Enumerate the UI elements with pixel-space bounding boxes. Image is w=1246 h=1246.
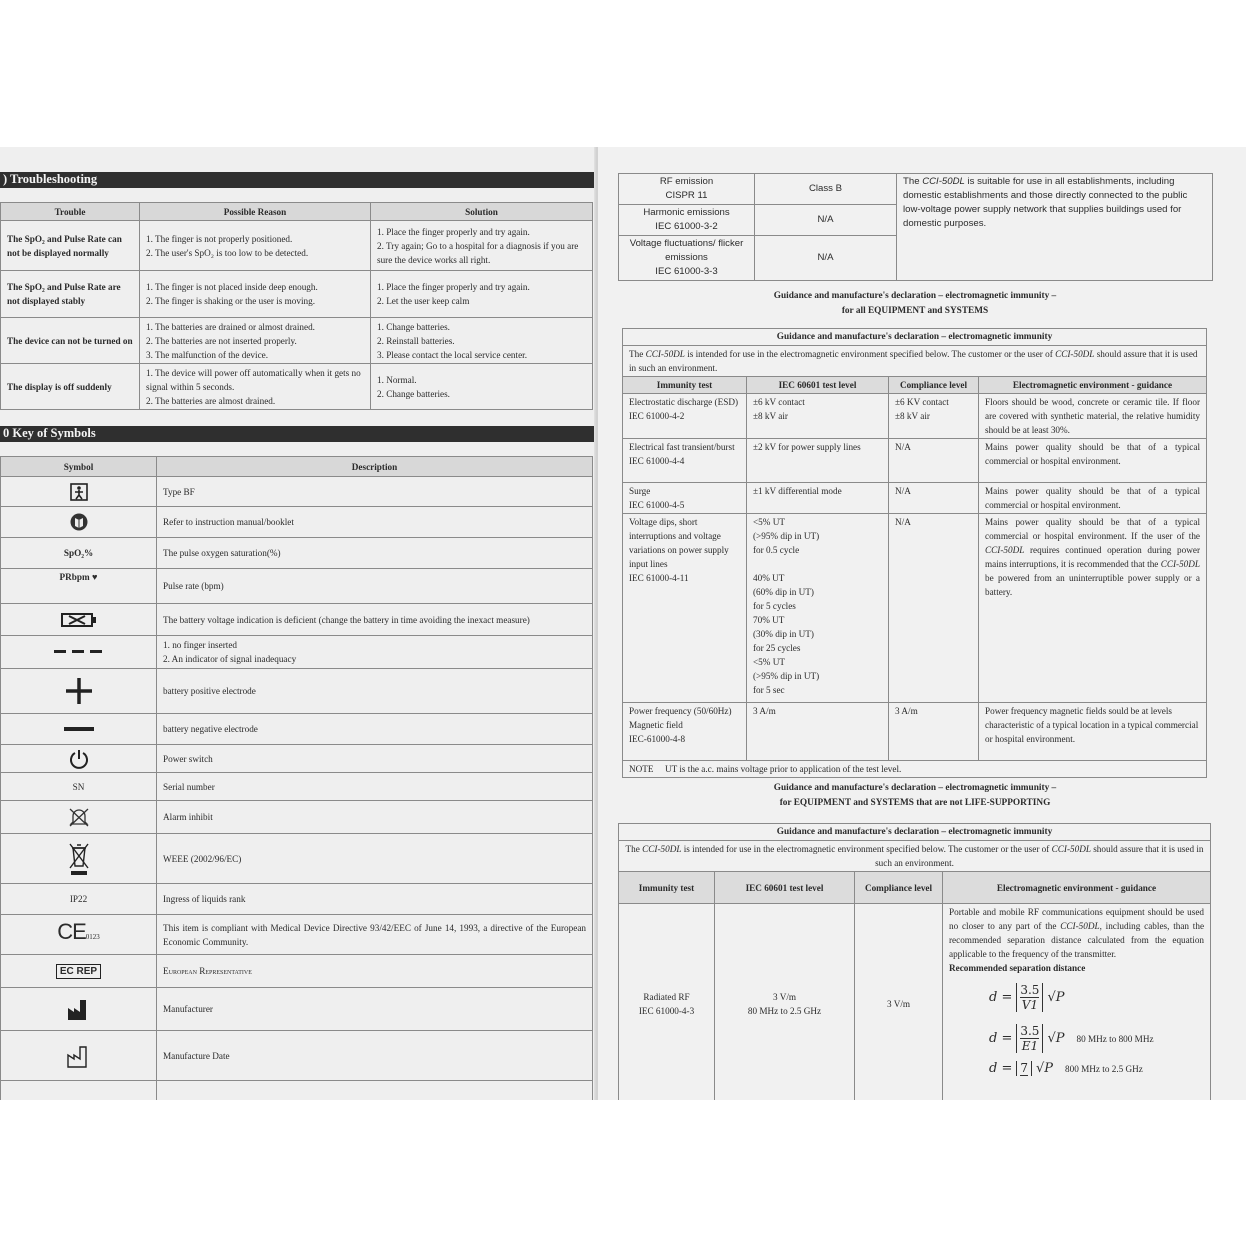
immunity2-intro (619, 841, 1211, 872)
symbol-desc: This item is compliant with Medical Device Directive 93/42/EEC of June 14, 1993, a directive of the European Economic Community. (157, 915, 593, 955)
formula-numerator: 3.5 (1020, 1024, 1040, 1038)
manufacture-date-icon (66, 1043, 92, 1069)
symbol-desc: 1. no finger inserted 2. An indicator of signal inadequacy (157, 636, 593, 669)
table-row (1, 636, 593, 669)
formula-1: d = $\frac{3.5}{V1}$ √P (989, 983, 1065, 1012)
solution-cell: 1. Place the finger properly and try again. 2. Try again; Go to a hospital for a diagnosis if you are sure the device works all right. (371, 221, 593, 271)
symbol-cell (1, 636, 157, 669)
dashes-icon (54, 648, 104, 656)
intro-text: is intended for use in the electromagnetic environment specified below. The customer or the user of (684, 349, 1056, 359)
document-sheet (0, 147, 1246, 1100)
formula-3: d = 7 √P 800 MHz to 2.5 GHz (989, 1060, 1143, 1076)
compliance-cell: 3 A/m (889, 703, 979, 761)
symbol-desc: Refer to instruction manual/booklet (157, 507, 593, 538)
table-row (1, 221, 593, 271)
notified-body-number: 0123 (85, 933, 100, 941)
compliance-cell: 3 V/m (855, 904, 943, 1101)
reason-cell: 1. The batteries are drained or almost drained. 2. The batteries are not inserted properly. 3. The malfunction of the device. (140, 318, 371, 364)
header-possible-reason: Possible Reason (140, 203, 371, 221)
reason-cell: 1. The finger is not placed inside deep enough. 2. The finger is shaking or the user is moving. (140, 271, 371, 318)
table-row (1, 988, 593, 1031)
rf-compliance-cell: Class B (755, 174, 897, 205)
symbol-desc: The battery voltage indication is deficient (change the battery in time avoiding the inexact measure) (157, 604, 593, 636)
table-row (619, 174, 1213, 205)
header-compliance-level: Compliance level (855, 872, 943, 904)
trouble-cell: The SpO₂ and Pulse Rate can not be displayed normally (1, 221, 140, 271)
immunity-intro (623, 346, 1207, 377)
rf-compliance-cell: N/A (755, 205, 897, 236)
immunity-test-cell: Electrical fast transient/burst IEC 61000-4-4 (623, 439, 747, 483)
test-level-cell: 3 V/m 80 MHz to 2.5 GHz (715, 904, 855, 1101)
ce-mark-text: CE (57, 919, 86, 944)
table-row (1, 745, 593, 773)
symbol-desc: WEEE (2002/96/EC) (157, 834, 593, 884)
table-row (1, 714, 593, 745)
header-trouble: Trouble (1, 203, 140, 221)
intro-text: is intended for use in the electromagnetic environment specified below. The customer or the user of (681, 844, 1052, 854)
header-test-level: IEC 60601 test level (715, 872, 855, 904)
symbol-desc: Manufacturer (157, 988, 593, 1031)
model-name: CCI-50DL (1060, 921, 1100, 931)
minus-icon (64, 725, 94, 733)
header-description: Description (157, 457, 593, 477)
symbol-desc: European Representative (157, 955, 593, 988)
formula-numerator: 7 (1020, 1061, 1028, 1075)
symbol-desc: Ingress of liquids rank (157, 884, 593, 915)
heart-icon: ♥ (91, 572, 98, 582)
rf-test-cell: Harmonic emissions IEC 61000-3-2 (619, 205, 755, 236)
troubleshooting-title: ) Troubleshooting (3, 172, 98, 186)
table-row (1, 884, 593, 915)
symbol-cell (1, 569, 157, 604)
formula-numerator: 3.5 (1020, 983, 1040, 997)
ip22-symbol: IP22 (1, 884, 157, 915)
rf-test-cell: RF emission CISPR 11 (619, 174, 755, 205)
symbol-cell (1, 604, 157, 636)
immunity-table (622, 328, 1207, 778)
guidance-text: requires continued operation during power mains interruptions, it is recommended that the (985, 545, 1201, 569)
intro-text: The (629, 349, 646, 359)
model-name: CCI-50DL (1051, 844, 1091, 854)
symbol-cell (1, 714, 157, 745)
table-row (1, 669, 593, 714)
header-immunity-test: Immunity test (623, 377, 747, 394)
prbpm-symbol: PRbpm (59, 572, 90, 582)
table-row (1, 1031, 593, 1081)
test-level-cell: 3 A/m (747, 703, 889, 761)
right-page (598, 147, 1246, 1100)
trouble-cell: The SpO₂ and Pulse Rate are not displayed stably (1, 271, 140, 318)
low-battery-icon (61, 612, 97, 628)
symbols-heading (0, 426, 594, 442)
rf-desc-post: is suitable for use in all establishments, including domestic establishments and those directly connected to the public low-voltage power supply network that supplies buildings used for domestic purposes. (903, 176, 1188, 229)
symbol-cell (1, 669, 157, 714)
table-row (1, 773, 593, 801)
reason-cell: 1. The finger is not properly positioned. 2. The user's SpO₂ is too low to be detected. (140, 221, 371, 271)
solution-cell: 1. Normal. 2. Change batteries. (371, 364, 593, 410)
model-name: CCI-50DL (922, 176, 965, 187)
rf-emission-table (618, 173, 1213, 281)
immunity-test-cell: Surge IEC 61000-4-5 (623, 483, 747, 514)
table-row (1, 364, 593, 410)
immunity-note: NOTE UT is the a.c. mains voltage prior to application of the test level. (623, 761, 1207, 778)
table-row (1, 955, 593, 988)
table-row (1, 271, 593, 318)
alarm-inhibit-icon (67, 806, 91, 828)
symbol-desc: Type BF (157, 477, 593, 507)
compliance-cell: ±6 KV contact ±8 kV air (889, 394, 979, 439)
guidance-cell: Mains power quality should be that of a typical commercial or hospital environment. (979, 439, 1207, 483)
table-row (1, 1081, 593, 1101)
table-row (1, 834, 593, 884)
type-bf-icon (69, 482, 89, 502)
frequency-range: 800 MHz to 2.5 GHz (1065, 1063, 1143, 1074)
test-level-cell: <5% UT (>95% dip in UT) for 0.5 cycle 40% UT (60% dip in UT) for 5 cycles 70% UT (30% dip in UT) for 25 cycles <5% UT (>95% dip in UT) for 5 sec (747, 514, 889, 703)
symbol-desc: battery negative electrode (157, 714, 593, 745)
header-symbol: Symbol (1, 457, 157, 477)
intro-text: should assure that it is used in such an environment. (875, 844, 1204, 868)
table-row (1, 318, 593, 364)
table-row (623, 394, 1207, 439)
intro-text: The (625, 844, 643, 854)
model-name: CCI-50DL (985, 545, 1025, 555)
symbol-desc: battery positive electrode (157, 669, 593, 714)
sn-symbol: SN (1, 773, 157, 801)
rf-compliance-cell: N/A (755, 236, 897, 281)
frequency-range: 80 MHz to 800 MHz (1076, 1033, 1154, 1044)
left-page (0, 147, 596, 1100)
table-row (1, 915, 593, 955)
solution-cell: 1. Place the finger properly and try again. 2. Let the user keep calm (371, 271, 593, 318)
symbols-table (0, 456, 593, 1100)
symbol-desc: Pulse rate (bpm) (157, 569, 593, 604)
symbol-cell (1, 834, 157, 884)
weee-bin-icon (68, 842, 90, 876)
table-row (619, 904, 1211, 1101)
table-row (1, 507, 593, 538)
ec-rep-text: EC REP (56, 964, 101, 979)
table-row (1, 538, 593, 569)
plus-icon (64, 676, 94, 706)
header-test-level: IEC 60601 test level (747, 377, 889, 394)
formula-denominator: V1 (1021, 998, 1039, 1012)
formula-2: d = $\frac{3.5}{E1}$ √P 80 MHz to 800 MHz (989, 1024, 1154, 1053)
symbol-desc: The pulse oxygen saturation(%) (157, 538, 593, 569)
reason-cell: 1. The device will power off automatically when it gets no signal within 5 seconds. 2. The batteries are almost drained. (140, 364, 371, 410)
instruction-manual-icon (69, 512, 89, 532)
symbol-cell (1, 1031, 157, 1081)
trouble-cell: The display is off suddenly (1, 364, 140, 410)
trouble-cell: The device can not be turned on (1, 318, 140, 364)
header-compliance-level: Compliance level (889, 377, 979, 394)
spo2-symbol: SpO₂% (1, 538, 157, 569)
table-row (623, 483, 1207, 514)
model-name: CCI-50DL (645, 349, 685, 359)
troubleshooting-heading (0, 172, 594, 188)
table-row (623, 514, 1207, 703)
header-solution: Solution (371, 203, 593, 221)
troubleshooting-table (0, 202, 593, 410)
guidance-cell: Power frequency magnetic fields sould be at levels characteristic of a typical location in a typical commercial or hospital environment. (979, 703, 1207, 761)
table-row (623, 703, 1207, 761)
immunity-table-title: Guidance and manufacture's declaration – electromagnetic immunity (623, 329, 1207, 346)
immunity-test-cell: Radiated RF IEC 61000-4-3 (619, 904, 715, 1101)
test-level-cell: ±6 kV contact ±8 kV air (747, 394, 889, 439)
symbol-desc: Manufacture Date (157, 1031, 593, 1081)
power-icon (68, 748, 90, 770)
test-level-cell: ±1 kV differential mode (747, 483, 889, 514)
table-row (1, 569, 593, 604)
symbols-title: 0 Key of Symbols (3, 426, 96, 440)
symbol-cell (1, 477, 157, 507)
table-row (1, 604, 593, 636)
ce-mark-icon (1, 915, 157, 955)
solution-cell: 1. Change batteries. 2. Reinstall batteries. 3. Please contact the local service center. (371, 318, 593, 364)
symbol-cell (1, 507, 157, 538)
symbol-desc: Alarm inhibit (157, 801, 593, 834)
immunity-test-cell: Electrostatic discharge (ESD) IEC 61000-4-2 (623, 394, 747, 439)
immunity-caption-non-life-supporting: Guidance and manufacture's declaration – electromagnetic immunity – for EQUIPMENT and SYSTEMS that are not LIFE-SUPPORTING (773, 783, 1057, 808)
guidance-cell: Floors should be wood, concrete or ceramic tile. If floor are covered with synthetic material, the relative humidity should be at least 30%. (979, 394, 1207, 439)
guidance-text: , including cables, than the recommended separation distance calculated from the equation applicable to the frequency of the transmitter. (949, 921, 1205, 959)
table-row (1, 477, 593, 507)
symbol-cell (1, 745, 157, 773)
symbol-cell (1, 801, 157, 834)
guidance-text: be powered from an uninterruptible power supply or a battery. (985, 573, 1201, 597)
rf-desc-pre: The (903, 176, 923, 187)
compliance-cell: N/A (889, 439, 979, 483)
guidance-cell: Mains power quality should be that of a typical commercial or hospital environment. (979, 483, 1207, 514)
symbol-desc: Power switch (157, 745, 593, 773)
formula-denominator: E1 (1021, 1039, 1039, 1053)
symbol-desc: Serial number (157, 773, 593, 801)
guidance-text: Portable and mobile RF communications equipment should be used no closer to any part of the (949, 907, 1205, 931)
immunity-table-2 (618, 823, 1211, 1100)
rf-test-cell: Voltage fluctuations/ flicker emissions IEC 61000-3-3 (619, 236, 755, 281)
intro-text: should assure that it is used in such an environment. (629, 349, 1198, 373)
manufacturer-icon (66, 996, 92, 1022)
header-guidance: Electromagnetic environment - guidance (943, 872, 1211, 904)
compliance-cell: N/A (889, 514, 979, 703)
model-name: CCI-50DL (1160, 559, 1201, 569)
table-row (1, 801, 593, 834)
guidance-text: Mains power quality should be that of a typical commercial or hospital environment. If the user of the (985, 517, 1201, 541)
guidance-cell (943, 904, 1211, 1101)
immunity-test-cell: Voltage dips, short interruptions and voltage variations on power supply input lines IEC 61000-4-11 (623, 514, 747, 703)
symbol-cell (1, 988, 157, 1031)
immunity2-table-title: Guidance and manufacture's declaration – electromagnetic immunity (619, 824, 1211, 841)
model-name: CCI-50DL (642, 844, 682, 854)
guidance-cell (979, 514, 1207, 703)
model-name: CCI-50DL (1055, 349, 1095, 359)
table-row (623, 439, 1207, 483)
immunity-caption-all: Guidance and manufacture's declaration – electromagnetic immunity – for all EQUIPMENT and SYSTEMS (773, 291, 1057, 316)
header-immunity-test: Immunity test (619, 872, 715, 904)
header-guidance: Electromagnetic environment - guidance (979, 377, 1207, 394)
ec-rep-icon (1, 955, 157, 988)
recommended-distance-label: Recommended separation distance (949, 963, 1086, 973)
immunity-test-cell: Power frequency (50/60Hz) Magnetic field IEC-61000-4-8 (623, 703, 747, 761)
test-level-cell: ±2 kV for power supply lines (747, 439, 889, 483)
rf-guidance-cell (897, 174, 1213, 281)
compliance-cell: N/A (889, 483, 979, 514)
